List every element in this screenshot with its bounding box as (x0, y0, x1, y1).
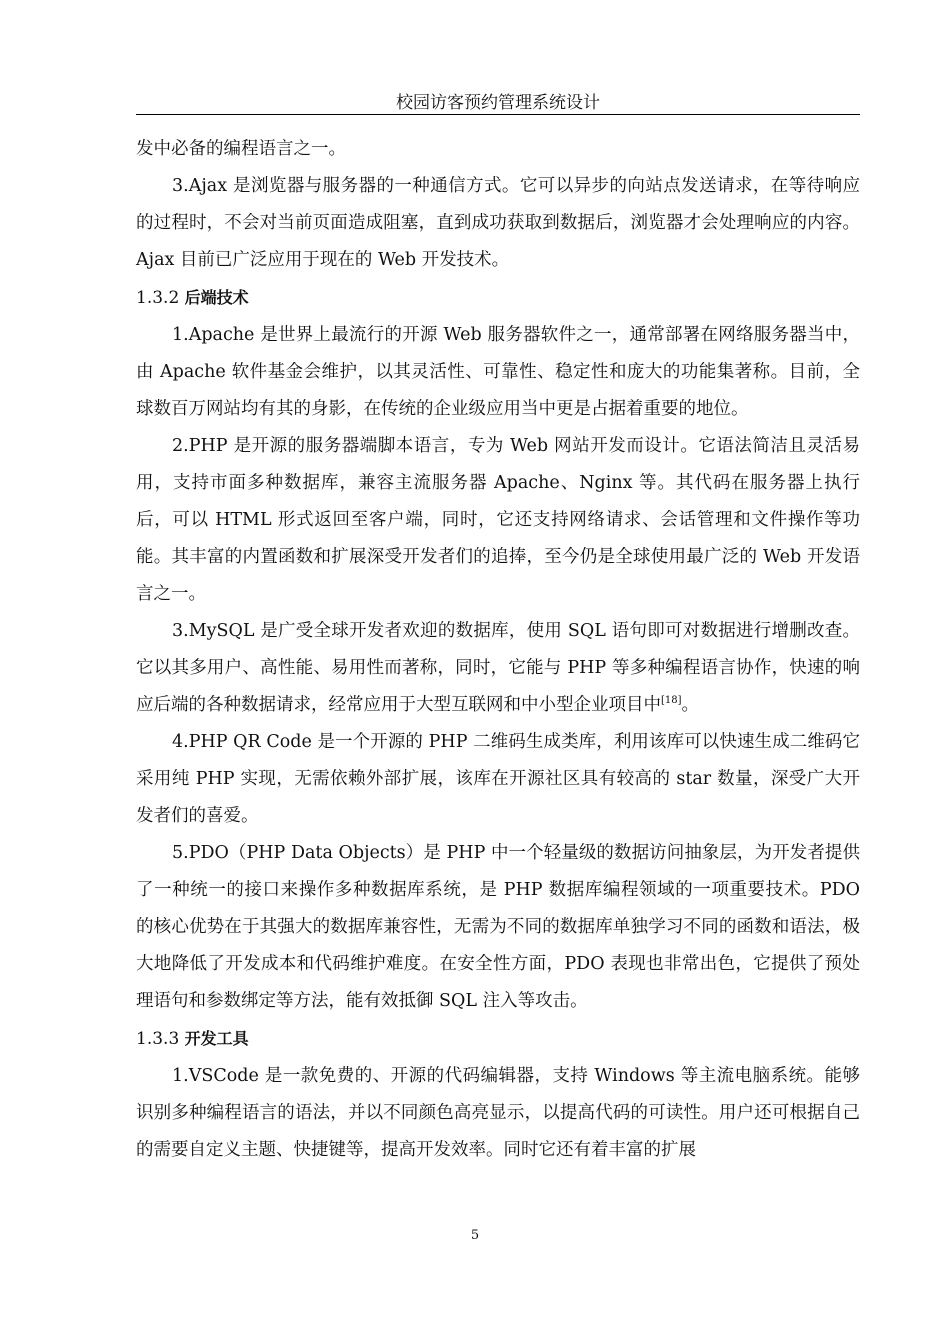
paragraph-apache: 1.Apache 是世界上最流行的开源 Web 服务器软件之一，通常部署在网络服务器当中，由 Apache 软件基金会维护，以其灵活性、可靠性、稳定性和庞大的功能集著称。目前，全球数百万网站均有其的身影，在传统的企业级应用当中更是占据着重要的地位。 (136, 325, 860, 419)
section-number: 1.3.2 (136, 288, 180, 308)
page-header-title: 校园访客预约管理系统设计 (396, 93, 600, 113)
section-title: 后端技术 (184, 288, 249, 307)
paragraph-php: 2.PHP 是开源的服务器端脚本语言，专为 Web 网站开发而设计。它语法简洁且灵活易用，支持市面多种数据库，兼容主流服务器 Apache、Nginx 等。其代码在服务器上执行后，可以 HTML 形式返回至客户端，同时，它还支持网络请求、会话管理和文件操作等功能。其丰富的内置函数和扩展深受开发者们的追捧，至今仍是全球使用最广泛的 Web 开发语言之一。 (136, 436, 860, 604)
paragraph-ajax: 3.Ajax 是浏览器与服务器的一种通信方式。它可以异步的向站点发送请求，在等待响应的过程时，不会对当前页面造成阻塞，直到成功获取到数据后，浏览器才会处理响应的内容。Ajax 目前已广泛应用于现在的 Web 开发技术。 (136, 176, 860, 270)
paragraph-php-qr-code: 4.PHP QR Code 是一个开源的 PHP 二维码生成类库，利用该库可以快速生成二维码它采用纯 PHP 实现，无需依赖外部扩展，该库在开源社区具有较高的 star 数量，深受广大开发者们的喜爱。 (136, 732, 860, 826)
section-heading-1-3-3 (136, 1020, 860, 1058)
section-number: 1.3.3 (136, 1029, 180, 1049)
page-number: 5 (470, 1228, 480, 1243)
paragraph-vscode: 1.VSCode 是一款免费的、开源的代码编辑器，支持 Windows 等主流电脑系统。能够识别多种编程语言的语法，并以不同颜色高亮显示，以提高代码的可读性。用户还可根据自己的需要自定义主题、快捷键等，提高开发效率。同时它还有着丰富的扩展 (136, 1066, 860, 1160)
paragraph-pdo: 5.PDO（PHP Data Objects）是 PHP 中一个轻量级的数据访问抽象层，为开发者提供了一种统一的接口来操作多种数据库系统，是 PHP 数据库编程领域的一项重要技术。PDO 的核心优势在于其强大的数据库兼容性，无需为不同的数据库单独学习不同的函数和语法，极大地降低了开发成本和代码维护难度。在安全性方面，PDO 表现也非常出色，它提供了预处理语句和参数绑定等方法，能有效抵御 SQL 注入等攻击。 (136, 843, 860, 1011)
citation-18: [18] (661, 695, 682, 706)
section-heading-1-3-2 (136, 279, 860, 317)
document-body (136, 131, 860, 1169)
paragraph-continuation: 发中必备的编程语言之一。 (136, 139, 346, 159)
paragraph-mysql-text: 3.MySQL 是广受全球开发者欢迎的数据库，使用 SQL 语句即可对数据进行增删改查。它以其多用户、高性能、易用性而著称，同时，它能与 PHP 等多种编程语言协作，快速的响应后端的各种数据请求，经常应用于大型互联网和中小型企业项目中 (136, 621, 860, 715)
header-rule (136, 114, 860, 115)
paragraph-mysql (136, 613, 860, 724)
paragraph-mysql-end: 。 (681, 695, 700, 715)
section-title: 开发工具 (184, 1029, 249, 1048)
